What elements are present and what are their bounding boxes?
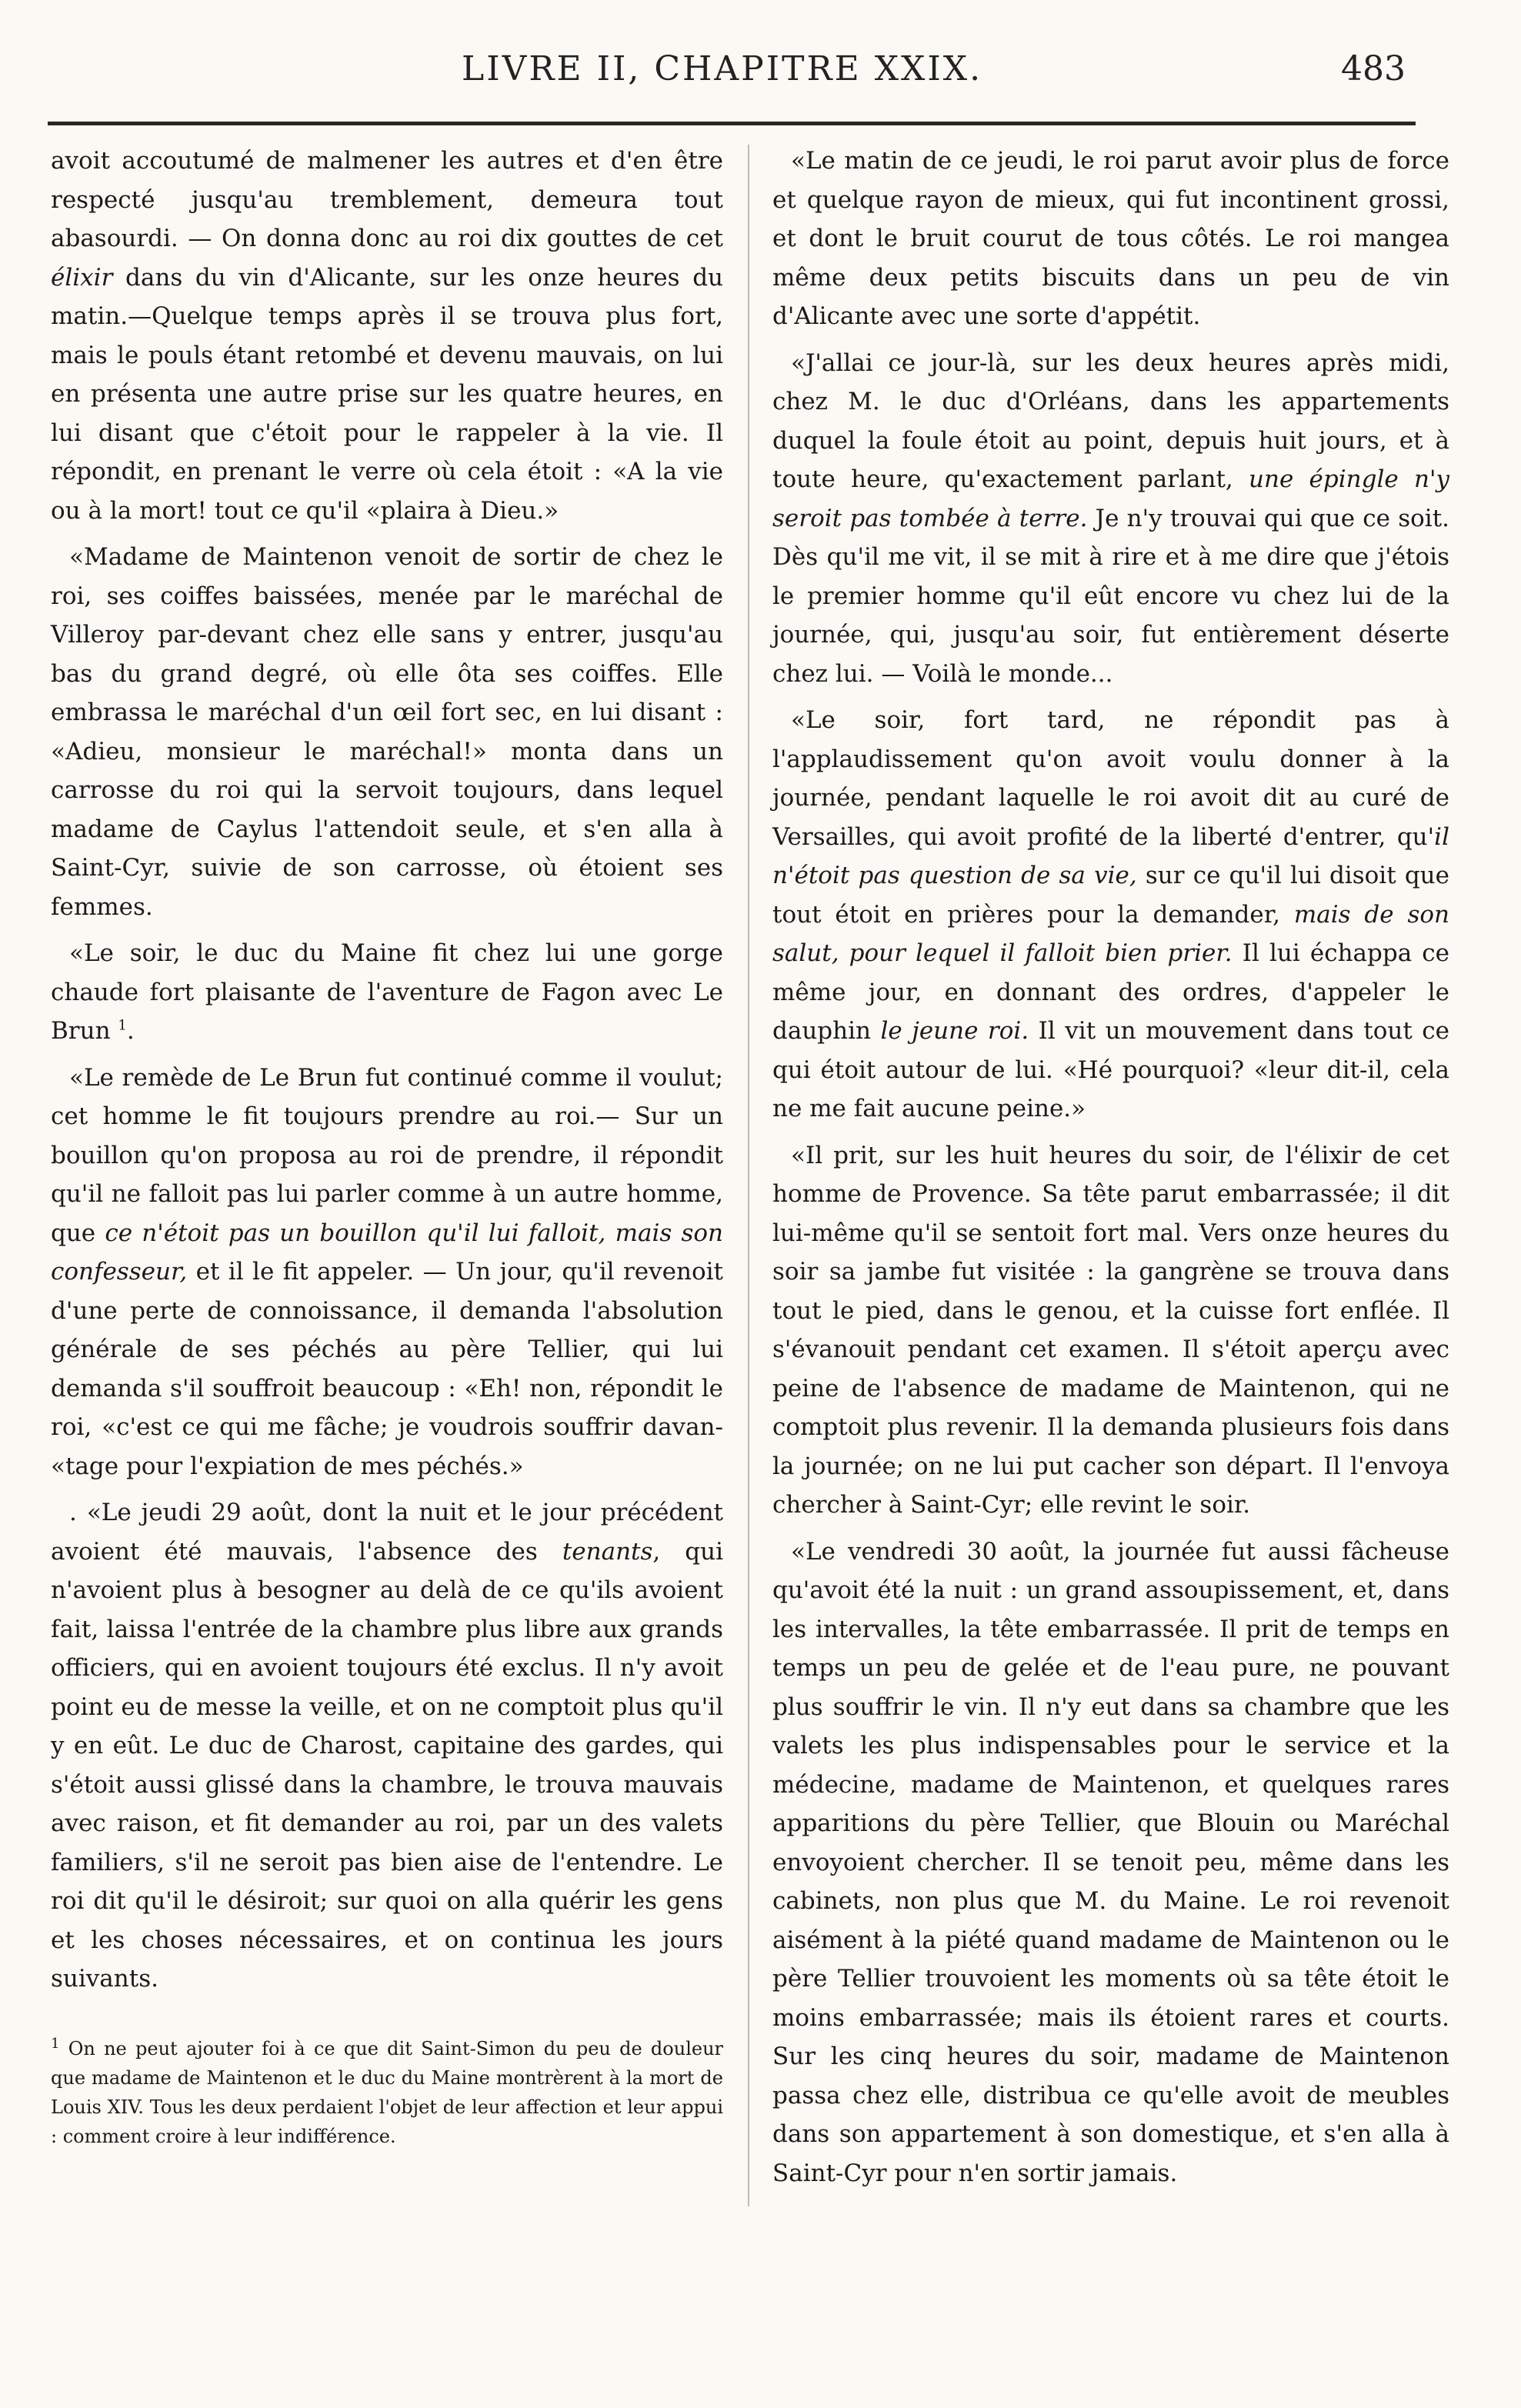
footnote-marker: 1 <box>51 2035 60 2052</box>
text-run: . «Le jeudi 29 août, dont la nuit et le jour précédent avoient été mauvais, l'absence des <box>51 1499 723 1566</box>
paragraph <box>51 1059 723 1486</box>
paragraph <box>772 1136 1449 1525</box>
text-run: Il vit un mouvement dans tout ce qui étoit autour de lui. «Hé pourquoi? «leur dit-il, cela ne me fait aucune peine.» <box>772 1017 1449 1122</box>
text-run: Je n'y trouvai qui que ce soit. Dès qu'il me vit, il se mit à rire et à me dire que j'étois le premier homme qu'il eût encore vu chez lui de la journée, qui, jusqu'au soir, fut entièrement déserte chez lui. — Voilà le monde... <box>772 504 1450 688</box>
text-run: «Le matin de ce jeudi, le roi parut avoir plus de force et quelque rayon de mieux, qui fut incontinent grossi, et dont le bruit courut de tous côtés. Le roi mangea même deux petits biscuits dans un peu de vin d'Alicante avec une sorte d'appétit. <box>772 147 1449 330</box>
left-column <box>51 142 723 2151</box>
paragraph <box>51 1493 723 1999</box>
text-run: Il lui échappa ce même jour, en donnant des ordres, d'appeler le dauphin <box>772 939 1449 1045</box>
text-run: , qui n'avoient plus à besogner au delà de ce qu'ils avoient fait, laissa l'entrée de la chambre plus libre aux grands officiers, qui en avoient toujours été exclus. Il n'y avoit point eu de messe la veille, et on ne comptoit plus qu'il y en eût. Le duc de Charost, capitaine des gardes, qui s'étoit aussi glissé dans la chambre, le trouva mauvais avec raison, et fit demander au roi, par un des valets familiers, s'il ne seroit pas bien aise de l'entendre. Le roi dit qu'il le désiroit; sur quoi on alla quérir les gens et les choses nécessaires, et on continua les jours suivants. <box>51 1537 723 1993</box>
italic-run: une épingle n'y seroit pas tombée à terre. <box>772 465 1449 532</box>
italic-run: ce n'étoit pas un bouillon qu'il lui falloit, mais son confesseur, <box>51 1219 723 1286</box>
text-run: avoit accoutumé de malmener les autres et d'en être respecté jusqu'au tremblement, demeura tout abasourdi. — On donna donc au roi dix gouttes de cet <box>51 147 723 252</box>
footnote-ref: 1 <box>118 1017 127 1034</box>
header-rule <box>48 122 1416 125</box>
text-run: «Le soir, fort tard, ne répondit pas à l'applaudissement qu'on avoit voulu donner à la journée, pendant laquelle le roi avoit dit au curé de Versailles, qui avoit profité de la liberté d'entrer, qu' <box>772 706 1449 851</box>
text-run: «Le vendredi 30 août, la journée fut aussi fâcheuse qu'avoit été la nuit : un grand assoupissement, et, dans les intervalles, la tête embarrassée. Il prit de temps en temps un peu de gelée et de l'eau pure, ne pouvant plus souffrir le vin. Il n'y eut dans sa chambre que les valets les plus indispensables pour le service et la médecine, madame de Maintenon, et quelques rares apparitions du père Tellier, que Blouin ou Maréchal envoyoient chercher. Il se tenoit peu, même dans les cabinets, non plus que M. du Maine. Le roi revenoit aisément à la piété quand madame de Maintenon ou le père Tellier trouvoient les moments où sa tête étoit le moins embarrassée; mais ils étoient rares et courts. Sur les cinq heures du soir, madame de Maintenon passa chez elle, distribua ce qu'elle avoit de meubles dans son appartement à son domestique, et s'en alla à Saint-Cyr pour n'en sortir jamais. <box>772 1537 1449 2187</box>
column-divider <box>748 145 749 2206</box>
italic-run: tenants <box>562 1537 653 1566</box>
paragraph <box>772 701 1449 1129</box>
italic-run: il n'étoit pas question de sa vie, <box>772 822 1449 889</box>
text-run: sur ce qu'il lui disoit que tout étoit en prières pour la demander, <box>772 862 1449 929</box>
text-run: . <box>126 1017 135 1045</box>
text-run: dans du vin d'Alicante, sur les onze heures du matin.—Quelque temps après il se trouva plus fort, mais le pouls étant retombé et devenu mauvais, on lui en présenta une autre prise sur les quatre heures, en lui disant que c'étoit pour le rappeler à la vie. Il répondit, en prenant le verre où cela étoit : «A la vie ou à la mort! tout ce qu'il «plaira à Dieu.» <box>51 263 723 525</box>
text-run: «Il prit, sur les huit heures du soir, de l'élixir de cet homme de Provence. Sa tête parut embarrassée; il dit lui-même qu'il se sentoit fort mal. Vers onze heures du soir sa jambe fut visitée : la gangrène se trouva dans tout le pied, dans le genou, et la cuisse fort enflée. Il s'évanouit pendant cet examen. Il s'étoit aperçu avec peine de l'absence de madame de Maintenon, qui ne comptoit plus revenir. Il la demanda plusieurs fois dans la journée; on ne lui put cacher son départ. Il l'envoya chercher à Saint-Cyr; elle revint le soir. <box>772 1141 1449 1519</box>
footnote-text: On ne peut ajouter foi à ce que dit Saint-Simon du peu de douleur que madame de Maintenon et le duc du Maine montrèrent à la mort de Louis XIV. Tous les deux perdaient l'objet de leur affection et leur appui : comment croire à leur indifférence. <box>51 2037 724 2147</box>
paragraph <box>772 1533 1449 2193</box>
text-run: «J'allai ce jour-là, sur les deux heures après midi, chez M. le duc d'Orléans, dans les appartements duquel la foule étoit au point, depuis huit jours, et à toute heure, qu'exactement parlant, <box>772 349 1449 493</box>
paragraph <box>772 344 1449 694</box>
text-run: «Le soir, le duc du Maine fit chez lui une gorge chaude fort plaisante de l'aventure de Fagon avec Le Brun <box>51 939 723 1045</box>
paragraph <box>51 538 723 926</box>
italic-run: mais de son salut, pour lequel il falloit bien prier. <box>772 900 1449 967</box>
paragraph <box>51 934 723 1051</box>
text-run: et il le fit appeler. — Un jour, qu'il revenoit d'une perte de connoissance, il demanda l'absolution générale de ses péchés au père Tellier, qui lui demanda s'il souffroit beaucoup : «Eh! non, répondit le roi, «c'est ce qui me fâche; je voudrois souffrir davan- «tage pour l'expiation de mes péchés.» <box>51 1258 723 1480</box>
footnote <box>51 2034 723 2151</box>
chapter-title: LIVRE II, CHAPITRE XXIX. <box>462 49 983 88</box>
paragraph <box>772 142 1449 336</box>
italic-run: élixir <box>51 263 113 292</box>
italic-run: le jeune roi. <box>880 1017 1029 1045</box>
paragraph <box>51 142 723 530</box>
text-run: «Le remède de Le Brun fut continué comme il voulut; cet homme le fit toujours prendre au roi.— Sur un bouillon qu'on proposa au roi de prendre, il répondit qu'il ne falloit pas lui parler comme à un autre homme, que <box>51 1063 723 1247</box>
text-run: «Madame de Maintenon venoit de sortir de chez le roi, ses coiffes baissées, menée par le maréchal de Villeroy par-devant chez elle sans y entrer, jusqu'au bas du grand degré, où elle ôta ses coiffes. Elle embrassa le maréchal d'un œil fort sec, en lui disant : «Adieu, monsieur le maréchal!» monta dans un carrosse du roi qui la servoit toujours, dans lequel madame de Caylus l'attendoit seule, et s'en alla à Saint-Cyr, suivie de son carrosse, où étoient ses femmes. <box>51 543 723 921</box>
running-header <box>0 49 1521 103</box>
page-number: 483 <box>1341 49 1406 88</box>
right-column <box>772 142 1449 2193</box>
